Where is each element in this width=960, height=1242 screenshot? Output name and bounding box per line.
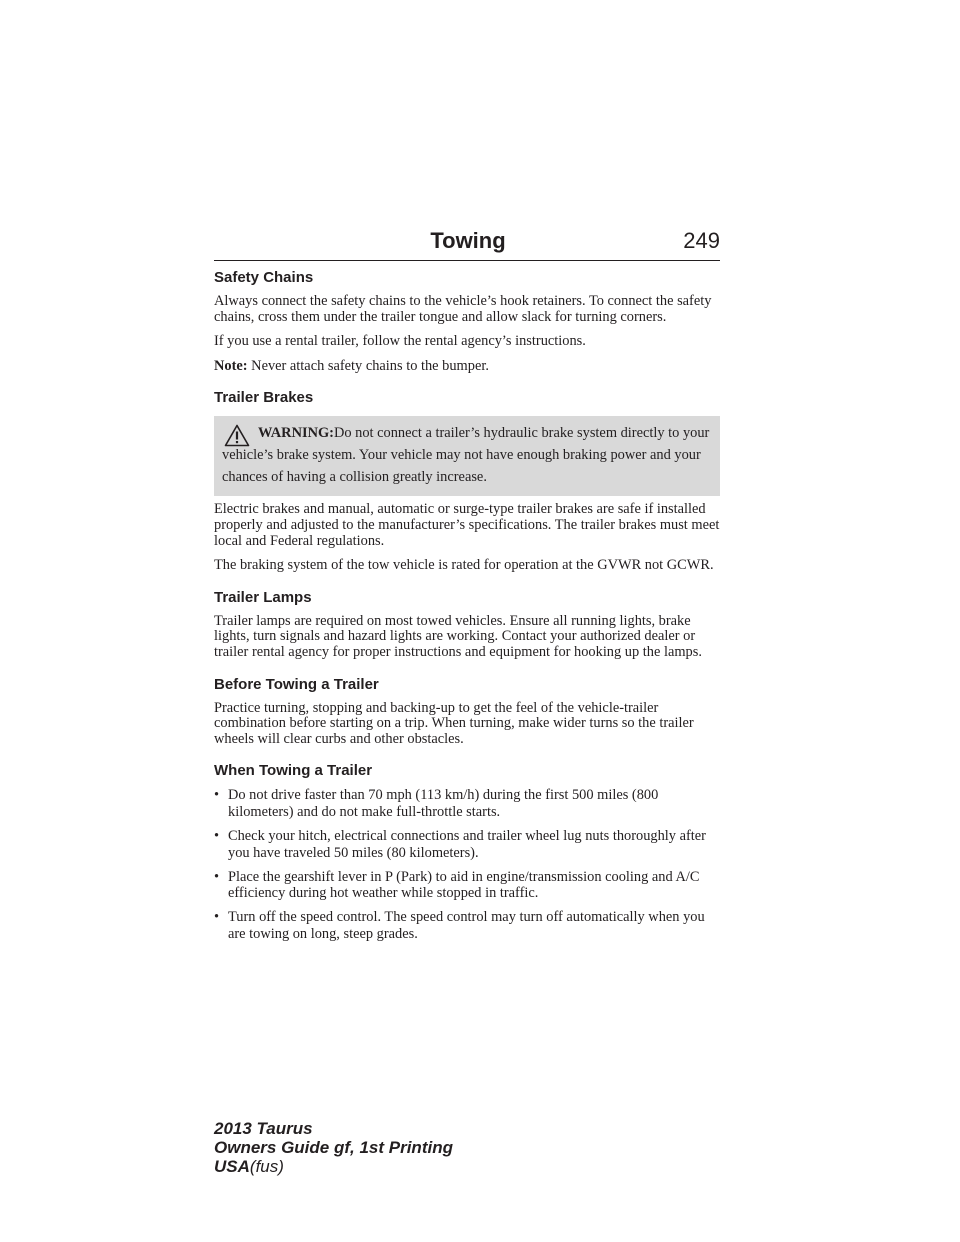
list-item bbox=[214, 909, 720, 943]
paragraph: Trailer lamps are required on most towed vehicles. Ensure all running lights, brake lights, turn signals and hazard lights are working. Contact your authorized dealer or trailer rental agency for proper instructions and equipment for hooking up the lamps. bbox=[214, 612, 702, 660]
warning-text-block bbox=[222, 422, 712, 488]
bullet-icon: • bbox=[214, 868, 220, 885]
heading-safety-chains: Safety Chains bbox=[214, 269, 314, 286]
warning-label: WARNING: bbox=[258, 425, 334, 442]
paragraph: Electric brakes and manual, automatic or surge-type trailer brakes are safe if installed properly and adjusted to the manufacturer’s specifications. The trailer brakes must meet local and Federal regulations. bbox=[214, 501, 720, 549]
bullet-icon: • bbox=[214, 787, 220, 804]
footer-model: 2013 Taurus bbox=[214, 1119, 313, 1138]
warning-text: Do not connect a trailer’s hydraulic brake system directly to your vehicle’s brake system. Your vehicle may not have enough braking power and your chances of having a collision greatly increase. bbox=[222, 425, 710, 486]
footer-edition: Owners Guide gf, 1st Printing bbox=[214, 1138, 453, 1157]
list-item bbox=[214, 869, 720, 903]
heading-when-towing: When Towing a Trailer bbox=[214, 762, 373, 780]
paragraph: The braking system of the tow vehicle is rated for operation at the GVWR not GCWR. bbox=[214, 557, 714, 574]
bullet-icon: • bbox=[214, 827, 220, 844]
paragraph: Always connect the safety chains to the vehicle’s hook retainers. To connect the safety chains, cross them under the trailer tongue and allow slack for turning corners. bbox=[214, 293, 712, 325]
warning-triangle-icon bbox=[224, 424, 250, 447]
footer-code: (fus) bbox=[249, 1157, 284, 1176]
section-title: Towing bbox=[430, 228, 506, 253]
page-header bbox=[214, 226, 720, 261]
heading-before-towing: Before Towing a Trailer bbox=[214, 675, 379, 693]
page-content bbox=[214, 268, 720, 950]
heading-trailer-brakes: Trailer Brakes bbox=[214, 389, 314, 407]
heading-trailer-lamps: Trailer Lamps bbox=[214, 588, 312, 606]
warning-box bbox=[214, 416, 720, 496]
footer-region bbox=[214, 1157, 453, 1176]
bullet-list bbox=[214, 787, 720, 942]
page-footer bbox=[214, 1119, 453, 1176]
list-item bbox=[214, 787, 720, 821]
bullet-icon: • bbox=[214, 909, 220, 926]
list-item-text: Place the gearshift lever in P (Park) to aid in engine/transmission cooling and A/C efficiency during hot weather while stopped in traffic. bbox=[228, 868, 700, 902]
list-item bbox=[214, 828, 720, 862]
footer-country: USA bbox=[214, 1157, 250, 1176]
paragraph: Practice turning, stopping and backing-up to get the feel of the vehicle-trailer combination before starting on a trip. When turning, make wider turns so the trailer wheels will clear curbs and other obstacles. bbox=[214, 699, 694, 747]
list-item-text: Do not drive faster than 70 mph (113 km/h) during the first 500 miles (800 kilometers) and do not make full-throttle starts. bbox=[228, 787, 659, 821]
list-item-text: Check your hitch, electrical connections and trailer wheel lug nuts thoroughly after you have traveled 50 miles (80 kilometers). bbox=[228, 827, 706, 861]
note-text: Never attach safety chains to the bumper. bbox=[251, 357, 489, 374]
page-number: 249 bbox=[683, 228, 720, 253]
paragraph: If you use a rental trailer, follow the rental agency’s instructions. bbox=[214, 333, 586, 350]
list-item-text: Turn off the speed control. The speed control may turn off automatically when you are towing on long, steep grades. bbox=[228, 909, 705, 942]
note-label: Note: bbox=[214, 357, 248, 374]
note bbox=[214, 359, 720, 375]
